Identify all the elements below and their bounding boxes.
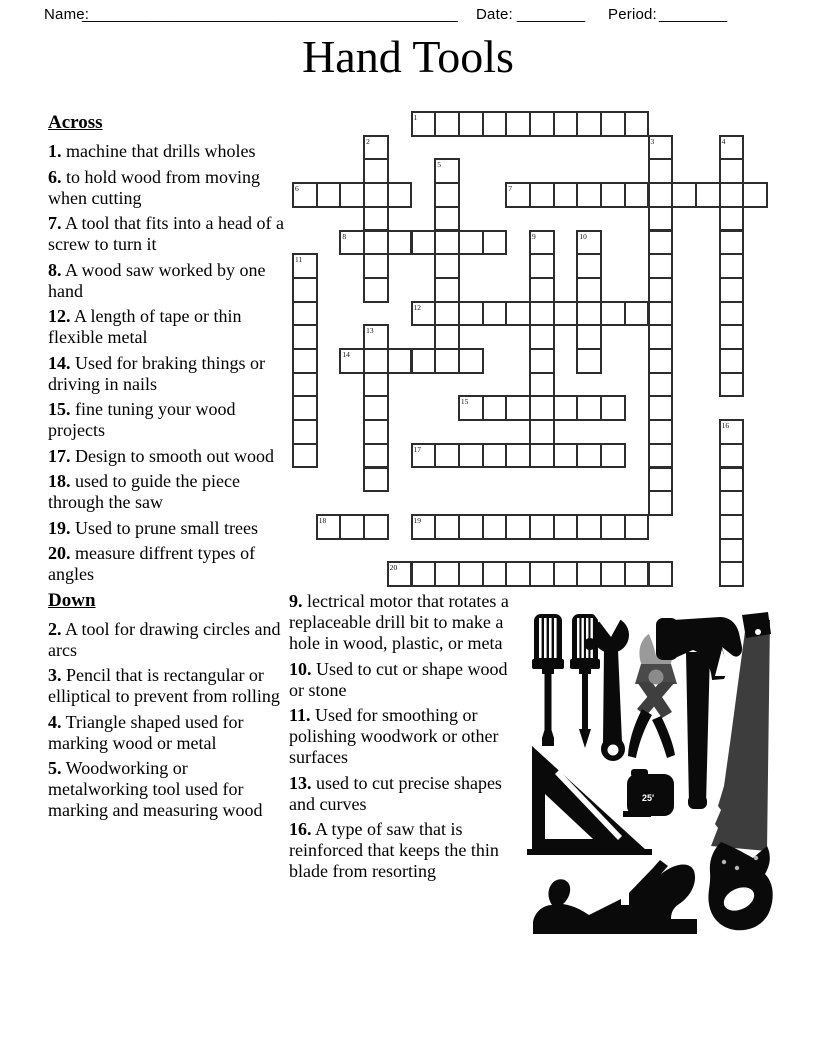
grid-cell[interactable] [434,348,460,374]
grid-cell[interactable] [576,561,602,587]
grid-cell[interactable] [411,111,437,137]
grid-cell[interactable] [553,111,579,137]
clue-number: 2. [48,618,62,639]
grid-cell[interactable] [719,301,745,327]
tape-measure-icon [623,769,674,817]
clue-text: A wood saw worked by one hand [48,259,266,301]
grid-cell[interactable] [529,561,555,587]
name-label: Name: [44,6,90,23]
grid-cell[interactable] [434,253,460,279]
grid-cell[interactable] [363,206,389,232]
grid-cell[interactable] [648,467,674,493]
grid-cell[interactable] [363,253,389,279]
cell-number: 15 [460,397,469,407]
clue [48,758,288,821]
grid-cell[interactable] [576,230,602,256]
grid-cell[interactable] [292,301,318,327]
period-label: Period: [608,6,657,23]
grid-cell[interactable] [458,561,484,587]
grid-cell[interactable] [719,253,745,279]
grid-cell[interactable] [292,372,318,398]
clue-text: lectrical motor that rotates a replaceable drill bit to make a hole in wood, plastic, or meta [289,591,509,653]
clue [289,705,521,768]
clue-text: measure diffrent types of angles [48,543,256,584]
clue-text: Used to prune small trees [70,517,258,538]
grid-cell[interactable] [458,230,484,256]
grid-cell[interactable] [482,561,508,587]
clue [289,659,521,701]
grid-cell[interactable] [505,443,531,469]
grid-cell[interactable] [411,561,437,587]
grid-cell[interactable] [411,443,437,469]
grid-cell[interactable] [363,395,389,421]
grid-cell[interactable] [624,514,650,540]
clue [48,543,288,585]
page-title: Hand Tools [302,31,514,82]
grid-cell[interactable] [363,135,389,161]
grid-cell[interactable] [434,561,460,587]
cell-number: 13 [366,326,374,336]
clue-text: A tool that fits into a head of a screw to turn it [48,213,284,254]
cell-number: 10 [579,231,587,241]
grid-cell[interactable] [576,395,602,421]
grid-cell[interactable] [600,514,626,540]
grid-cell[interactable] [719,135,745,161]
grid-cell[interactable] [600,395,626,421]
grid-cell[interactable] [434,182,460,208]
clue-text: to hold wood from moving when cutting [48,166,260,208]
grid-cell[interactable] [648,372,674,398]
grid-cell[interactable] [719,372,745,398]
grid-cell[interactable] [719,538,745,564]
screwdriver-icon [532,614,564,746]
cell-number: 14 [342,350,350,359]
clue [48,306,288,348]
grid-cell[interactable] [576,324,602,350]
grid-cell[interactable] [482,230,508,256]
grid-cell[interactable] [553,182,579,208]
cell-number: 5 [437,160,441,170]
grid-cell[interactable] [624,561,650,587]
cell-number: 9 [532,231,536,241]
grid-cell[interactable] [576,111,602,137]
grid-cell[interactable] [458,111,484,137]
grid-cell[interactable] [648,206,674,232]
clue-number: 15. [48,399,71,419]
grid-cell[interactable] [600,111,626,137]
grid-cell[interactable] [529,395,555,421]
grid-cell[interactable] [648,301,674,327]
grid-cell[interactable] [529,182,555,208]
cell-number: 1 [413,113,418,122]
clue-number: 3. [48,665,62,685]
grid-cell[interactable] [505,395,531,421]
clue-text: Used for braking things or driving in nails [48,352,265,394]
name-blank: ____________________________________________ [82,6,458,23]
cell-number: 7 [508,184,513,194]
grid-cell[interactable] [719,443,745,469]
cell-number: 8 [342,231,347,241]
grid-cell[interactable] [648,490,674,516]
period-blank: ________ [659,6,728,23]
grid-cell[interactable] [553,395,579,421]
clue-number: 17. [48,445,71,466]
grid-cell[interactable] [292,182,318,208]
grid-cell[interactable] [648,419,674,445]
grid-cell[interactable] [363,182,389,208]
grid-cell[interactable] [363,419,389,445]
grid-cell[interactable] [742,182,768,208]
grid-cell[interactable] [434,230,460,256]
grid-cell[interactable] [648,253,674,279]
clue-number: 20. [48,543,71,563]
grid-cell[interactable] [529,324,555,350]
down-clue-list-left [48,619,288,822]
grid-cell[interactable] [292,324,318,350]
grid-cell[interactable] [387,561,413,587]
clue-text: Woodworking or metalworking tool used for marking and measuring wood [48,758,263,820]
grid-cell[interactable] [529,111,555,137]
grid-cell[interactable] [434,111,460,137]
grid-cell[interactable] [648,277,674,303]
clue-text: Triangle shaped used for marking wood or metal [48,711,244,753]
clue-text: A length of tape or thin flexible metal [48,306,242,347]
grid-cell[interactable] [363,467,389,493]
grid-cell[interactable] [411,301,437,327]
clue [48,141,288,162]
clue-number: 1. [48,141,62,161]
grid-cell[interactable] [648,135,674,161]
clue-text: Used to cut or shape wood or stone [289,658,508,700]
grid-cell[interactable] [648,395,674,421]
clue-text: Pencil that is rectangular or elliptical to prevent from rolling [48,665,280,706]
clue-number: 9. [289,591,303,611]
grid-cell[interactable] [648,324,674,350]
clue [48,260,288,302]
grid-cell[interactable] [363,324,389,350]
clue [289,591,521,654]
cell-number: 6 [295,184,299,194]
grid-cell[interactable] [648,230,674,256]
clue [48,712,288,754]
clue [289,773,521,815]
clue [48,167,288,209]
grid-cell[interactable] [363,514,389,540]
grid-cell[interactable] [505,301,531,327]
grid-cell[interactable] [482,514,508,540]
grid-cell[interactable] [576,253,602,279]
grid-cell[interactable] [411,230,437,256]
clue [48,518,288,539]
grid-cell[interactable] [505,561,531,587]
down-clue-list-middle [289,591,521,882]
grid-cell[interactable] [458,301,484,327]
cell-number: 11 [295,255,303,265]
cell-number: 17 [413,444,421,454]
clues-left-column [48,112,288,826]
grid-cell[interactable] [695,182,721,208]
grid-cell[interactable] [292,348,318,374]
grid-cell[interactable] [624,111,650,137]
clue [48,619,288,661]
grid-cell[interactable] [648,561,674,587]
grid-cell[interactable] [339,182,365,208]
clue-number: 7. [48,213,62,233]
grid-cell[interactable] [719,561,745,587]
clue [48,399,288,441]
grid-cell[interactable] [553,443,579,469]
hand-plane-icon [533,860,697,934]
clue-text: machine that drills wholes [61,141,256,161]
clue-number: 10. [289,658,312,679]
clue-number: 18. [48,471,71,491]
grid-cell[interactable] [553,514,579,540]
grid-cell[interactable] [363,348,389,374]
grid-cell[interactable] [600,182,626,208]
grid-cell[interactable] [387,348,413,374]
grid-cell[interactable] [553,561,579,587]
grid-cell[interactable] [339,230,365,256]
cell-number: 4 [721,136,726,146]
clue-number: 8. [48,259,62,280]
grid-cell[interactable] [316,182,342,208]
grid-cell[interactable] [458,514,484,540]
grid-cell[interactable] [576,301,602,327]
grid-cell[interactable] [576,514,602,540]
clue-number: 14. [48,352,71,373]
grid-cell[interactable] [292,253,318,279]
grid-cell[interactable] [719,206,745,232]
grid-cell[interactable] [434,301,460,327]
grid-cell[interactable] [505,111,531,137]
clue-number: 16. [289,819,312,839]
clue [48,446,288,467]
grid-cell[interactable] [576,443,602,469]
grid-cell[interactable] [387,230,413,256]
grid-cell[interactable] [458,348,484,374]
grid-cell[interactable] [648,158,674,184]
grid-cell[interactable] [719,467,745,493]
grid-cell[interactable] [529,230,555,256]
grid-cell[interactable] [529,514,555,540]
grid-cell[interactable] [339,514,365,540]
grid-cell[interactable] [719,324,745,350]
grid-cell[interactable] [529,301,555,327]
grid-cell[interactable] [434,277,460,303]
cell-number: 3 [650,136,655,146]
grid-cell[interactable] [648,348,674,374]
date-label: Date: [476,6,513,23]
grid-cell[interactable] [482,443,508,469]
grid-cell[interactable] [292,419,318,445]
clue-number: 19. [48,517,71,538]
grid-cell[interactable] [292,277,318,303]
grid-cell[interactable] [648,182,674,208]
grid-cell[interactable] [387,182,413,208]
grid-cell[interactable] [482,395,508,421]
grid-cell[interactable] [363,230,389,256]
grid-cell[interactable] [363,372,389,398]
grid-cell[interactable] [411,348,437,374]
clue-text: used to cut precise shapes and curves [289,772,502,814]
across-heading: Across [48,112,103,133]
grid-cell[interactable] [529,443,555,469]
grid-cell[interactable] [648,443,674,469]
grid-cell[interactable] [316,514,342,540]
grid-cell[interactable] [719,514,745,540]
clue-text: used to guide the piece through the saw [48,471,240,512]
grid-cell[interactable] [576,348,602,374]
clue-text: Design to smooth out wood [70,445,275,466]
grid-cell[interactable] [434,514,460,540]
grid-cell[interactable] [363,443,389,469]
grid-cell[interactable] [434,206,460,232]
grid-cell[interactable] [576,182,602,208]
clue-number: 6. [48,166,62,187]
grid-cell[interactable] [529,253,555,279]
grid-cell[interactable] [600,443,626,469]
grid-cell[interactable] [339,348,365,374]
grid-cell[interactable] [482,111,508,137]
grid-cell[interactable] [482,301,508,327]
clue [48,213,288,255]
clue-text: A type of saw that is reinforced that keeps the thin blade from resorting [289,819,499,881]
clue-number: 5. [48,758,62,778]
tools-illustration [525,606,777,947]
across-clue-list [48,141,288,585]
grid-cell[interactable] [719,182,745,208]
grid-cell[interactable] [505,514,531,540]
grid-cell[interactable] [458,443,484,469]
grid-cell[interactable] [719,348,745,374]
cell-number: 12 [413,302,421,312]
cell-number: 20 [389,563,398,573]
grid-cell[interactable] [292,395,318,421]
cell-number: 2 [366,136,370,146]
grid-cell[interactable] [576,277,602,303]
clue-number: 12. [48,306,71,326]
grid-cell[interactable] [719,419,745,445]
cell-number: 18 [318,515,327,525]
clue-number: 11. [289,705,311,725]
grid-cell[interactable] [600,561,626,587]
clue-number: 13. [289,772,312,793]
grid-cell[interactable] [363,277,389,303]
grid-cell[interactable] [529,372,555,398]
grid-cell[interactable] [600,301,626,327]
grid-cell[interactable] [671,182,697,208]
grid-cell[interactable] [529,348,555,374]
clue [289,819,521,882]
clue [48,471,288,513]
date-blank: ________ [517,6,586,23]
clue [48,665,288,707]
down-heading: Down [48,589,96,611]
grid-cell[interactable] [719,490,745,516]
clue-text: Used for smoothing or polishing woodwork or other surfaces [289,705,499,767]
grid-cell[interactable] [719,158,745,184]
clue-number: 4. [48,711,62,732]
clues-middle-column [289,591,521,887]
grid-cell[interactable] [458,395,484,421]
clue [48,353,288,395]
clue-text: fine tuning your wood projects [48,399,236,440]
grid-cell[interactable] [553,301,579,327]
tape-measure-label: 25' [642,793,655,803]
grid-cell[interactable] [434,158,460,184]
cell-number: 19 [413,515,421,525]
grid-cell[interactable] [624,182,650,208]
grid-cell[interactable] [719,277,745,303]
grid-cell[interactable] [292,443,318,469]
grid-cell[interactable] [411,514,437,540]
grid-cell[interactable] [624,301,650,327]
grid-cell[interactable] [434,324,460,350]
grid-cell[interactable] [363,158,389,184]
grid-cell[interactable] [719,230,745,256]
cell-number: 16 [721,421,730,431]
grid-cell[interactable] [505,182,531,208]
grid-cell[interactable] [434,443,460,469]
grid-cell[interactable] [529,277,555,303]
grid-cell[interactable] [529,419,555,445]
clue-text: A tool for drawing circles and arcs [48,618,281,660]
